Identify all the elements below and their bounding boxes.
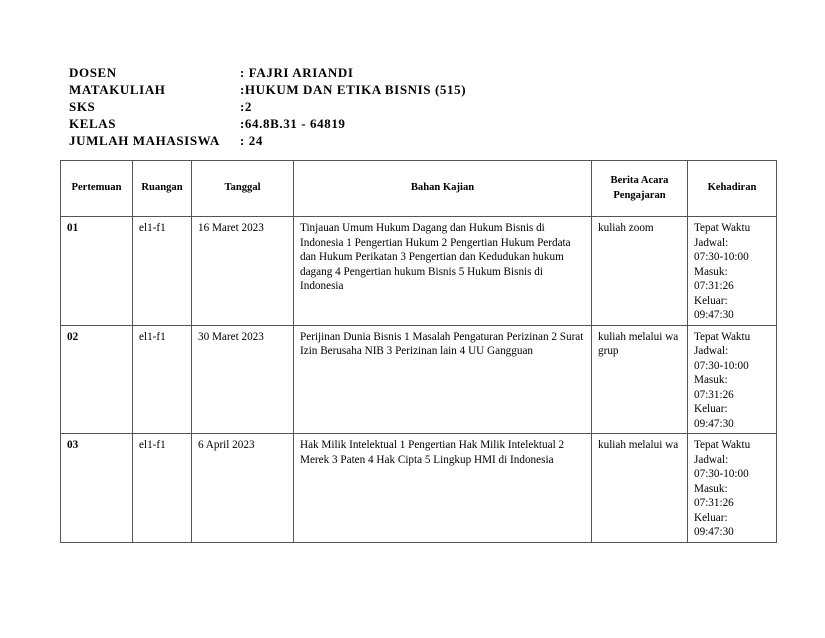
cell-tanggal: 6 April 2023 xyxy=(192,434,294,543)
header-tanggal: Tanggal xyxy=(192,161,294,217)
info-label: MATAKULIAH xyxy=(69,82,166,97)
attendance-line: 07:30-10:00 xyxy=(694,468,749,480)
info-value: : 24 xyxy=(240,133,263,148)
info-label: JUMLAH MAHASISWA xyxy=(69,133,220,148)
attendance-line: 09:47:30 xyxy=(694,526,734,538)
attendance-status: Tepat Waktu xyxy=(694,330,751,343)
cell-pertemuan: 01 xyxy=(61,217,133,326)
attendance-line: Jadwal: xyxy=(694,345,729,357)
info-value: :64.8B.31 - 64819 xyxy=(240,116,346,131)
attendance-line: 09:47:30 xyxy=(694,417,734,430)
attendance-line: Keluar: xyxy=(694,403,728,415)
table-header-row xyxy=(61,161,777,217)
table-row xyxy=(61,434,777,543)
cell-ruangan: el1-f1 xyxy=(133,217,192,326)
attendance-line: 07:31:26 xyxy=(694,280,734,292)
table-row xyxy=(61,217,777,326)
cell-bahan-kajian: Perijinan Dunia Bisnis 1 Masalah Pengaturan Perizinan 2 Surat Izin Berusaha NIB 3 Perizinan lain 4 UU Gangguan xyxy=(294,325,592,434)
attendance-line: Jadwal: xyxy=(694,453,729,466)
info-value: : FAJRI ARIANDI xyxy=(240,65,354,80)
attendance-status: Tepat Waktu xyxy=(694,439,751,451)
info-label: DOSEN xyxy=(69,65,117,80)
info-value: :2 xyxy=(240,99,253,114)
cell-bahan-kajian: Hak Milik Intelektual 1 Pengertian Hak Milik Intelektual 2 Merek 3 Paten 4 Hak Cipta 5 Lingkup HMI di Indonesia xyxy=(294,434,592,543)
attendance-line: 07:30-10:00 xyxy=(694,359,749,372)
header-pertemuan: Pertemuan xyxy=(61,161,133,217)
info-label: SKS xyxy=(69,99,96,114)
header-berita-acara: Berita Acara Pengajaran xyxy=(592,161,688,217)
cell-kehadiran xyxy=(688,325,777,434)
info-value: :HUKUM DAN ETIKA BISNIS (515) xyxy=(240,82,467,97)
cell-pertemuan: 02 xyxy=(61,325,133,434)
cell-bahan-kajian: Tinjauan Umum Hukum Dagang dan Hukum Bisnis di Indonesia 1 Pengertian Hukum 2 Pengertian Hukum Perdata dan Hukum Perikatan 3 Pengertian dan Kedudukan hukum dagang 4 Pengertian hukum Bisnis 5 Hukum Bisnis di Indonesia xyxy=(294,217,592,326)
cell-berita-acara: kuliah zoom xyxy=(592,217,688,326)
attendance-line: Masuk: xyxy=(694,265,728,278)
attendance-line: 07:31:26 xyxy=(694,388,734,401)
attendance-line: 07:30-10:00 xyxy=(694,251,749,263)
attendance-line: Keluar: xyxy=(694,511,728,524)
cell-kehadiran xyxy=(688,434,777,543)
info-label: KELAS xyxy=(69,116,117,131)
header-bahan-kajian: Bahan Kajian xyxy=(294,161,592,217)
attendance-line: Keluar: xyxy=(694,294,728,307)
attendance-line: Jadwal: xyxy=(694,236,729,249)
header-ruangan: Ruangan xyxy=(133,161,192,217)
cell-kehadiran xyxy=(688,217,777,326)
cell-ruangan: el1-f1 xyxy=(133,325,192,434)
cell-ruangan: el1-f1 xyxy=(133,434,192,543)
attendance-line: 09:47:30 xyxy=(694,309,734,321)
header-kehadiran: Kehadiran xyxy=(688,161,777,217)
cell-berita-acara: kuliah melalui wa grup xyxy=(592,325,688,434)
attendance-status: Tepat Waktu xyxy=(694,222,751,234)
table-row xyxy=(61,325,777,434)
cell-tanggal: 16 Maret 2023 xyxy=(192,217,294,326)
cell-pertemuan: 03 xyxy=(61,434,133,543)
cell-tanggal: 30 Maret 2023 xyxy=(192,325,294,434)
cell-berita-acara: kuliah melalui wa xyxy=(592,434,688,543)
attendance-line: 07:31:26 xyxy=(694,497,734,509)
attendance-line: Masuk: xyxy=(694,374,728,386)
attendance-table xyxy=(60,160,777,543)
attendance-line: Masuk: xyxy=(694,482,728,495)
